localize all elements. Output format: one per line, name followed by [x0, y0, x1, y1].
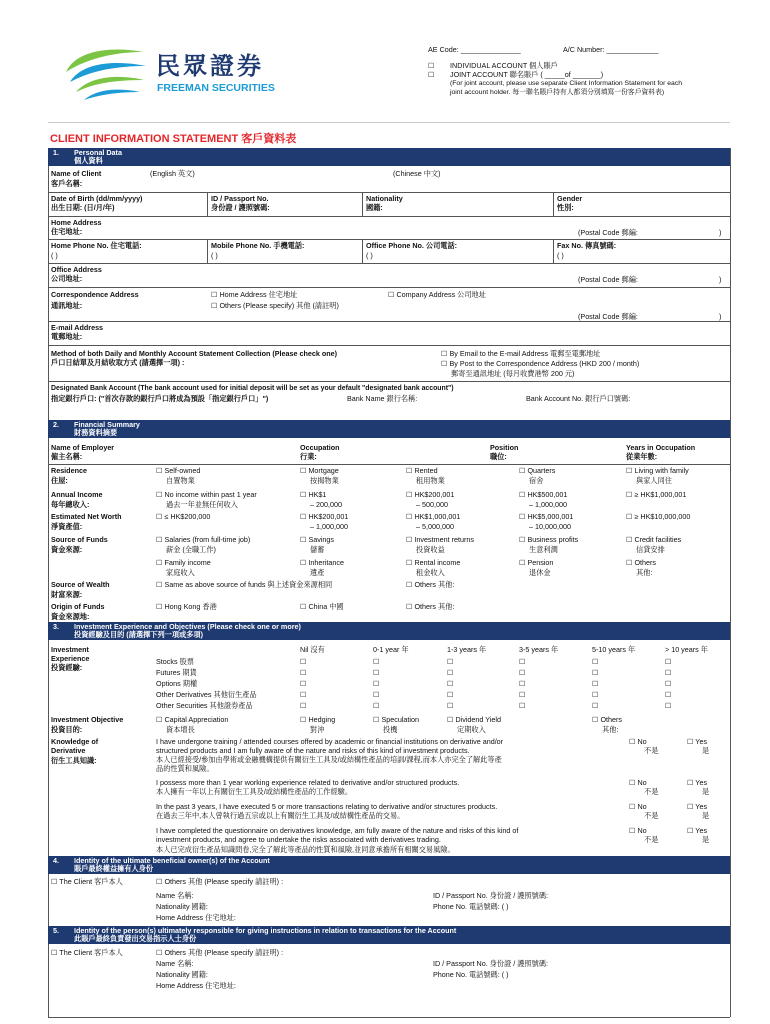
fund-inheritance-zh: 遺產: [310, 568, 325, 577]
corr-home-option[interactable]: ☐ Home Address 住宅地址: [211, 290, 298, 299]
knowledge-label: Knowledge of: [51, 737, 99, 746]
fund-savings[interactable]: ☐ Savings: [300, 535, 335, 544]
id-label: ID / Passport No.: [211, 194, 269, 203]
corr-company-option[interactable]: ☐ Company Address 公司地址: [388, 290, 486, 299]
english-label: (English 英文): [150, 169, 195, 178]
obj-hedging[interactable]: ☐ Hedging: [300, 715, 336, 724]
fax-label: Fax No. 傳真號碼:: [557, 241, 617, 250]
inc-4[interactable]: ☐ ≥ HK$1,000,001: [626, 490, 687, 499]
income-zh: 每年總收入:: [51, 500, 90, 509]
fund-savings-zh: 儲蓄: [310, 545, 325, 554]
k1-no-zh: 不是: [644, 746, 659, 755]
exp-checkbox-r1-c3[interactable]: ☐: [519, 668, 526, 677]
objective-zh: 投資目的:: [51, 725, 83, 734]
by-post-zh: 郵寄至通訊地址 (每月收費港幣 200 元): [451, 369, 575, 378]
sec5-phone-label: Phone No. 電話號碼: ( ): [433, 970, 509, 979]
section-2-header: [48, 420, 730, 438]
bank-label: Designated Bank Account (The bank account used for initial deposit will be set as your default "designated bank account"): [51, 385, 454, 392]
id-zh: 身份證 / 護照號碼:: [211, 203, 270, 212]
exp-checkbox-r1-c1[interactable]: ☐: [373, 668, 380, 677]
obj-others[interactable]: ☐ Others: [592, 715, 623, 724]
knowledge-4-line-3: 本人已完成衍生產品知識問卷,完全了解此等產品的性質和風險,並同意承擔所有相關交易風險。: [156, 845, 455, 854]
section-1-title-zh: 個人資料: [74, 156, 103, 165]
obj-others-zh: 其他:: [602, 725, 619, 734]
knowledge-2-line-1: I possess more than 1 year working experience related to derivative and/or structured products.: [156, 778, 460, 787]
exp-checkbox-r2-c3[interactable]: ☐: [519, 679, 526, 688]
origin-china-option[interactable]: ☐ China 中國: [300, 602, 344, 611]
sec4-others-option[interactable]: ☐ Others 其他 (Please specify 請註明) :: [156, 877, 284, 886]
k3-no-option[interactable]: ☐ No: [629, 802, 647, 811]
home-address-label: Home Address: [51, 218, 102, 227]
res-quarters-zh: 宿舍: [529, 476, 544, 485]
exp-checkbox-r0-c5[interactable]: ☐: [665, 657, 672, 666]
knowledge-3-line-1: In the past 3 years, I have executed 5 or more transactions relating to derivative and/or structures products.: [156, 802, 498, 811]
home-postal-close: ): [719, 228, 722, 237]
exp-col-5-10: 5-10 years 年: [592, 645, 636, 654]
exp-checkbox-r1-c5[interactable]: ☐: [665, 668, 672, 677]
fund-others[interactable]: ☐ Others: [626, 558, 657, 567]
exp-checkbox-r0-c2[interactable]: ☐: [447, 657, 454, 666]
knowledge-zh: 衍生工具知識:: [51, 756, 97, 765]
fax-paren: ( ): [557, 251, 564, 260]
res-self-owned-zh: 自置物業: [166, 476, 195, 485]
exp-checkbox-r4-c3[interactable]: ☐: [519, 701, 526, 710]
section-5-num: 5.: [53, 926, 59, 935]
sec5-nationality-label: Nationality 國籍:: [156, 970, 208, 979]
k3-yes-zh: 是: [702, 811, 710, 820]
email-label: E-mail Address: [51, 323, 104, 332]
k4-yes-zh: 是: [702, 835, 710, 844]
occupation-zh: 行業:: [300, 452, 317, 461]
exp-col-10plus: > 10 years 年: [665, 645, 708, 654]
sec4-home-label: Home Address 住宅地址:: [156, 913, 236, 922]
by-email-option[interactable]: ☐ By Email to the E-mail Address 電郵至電郵地址: [441, 349, 601, 358]
name-client-zh: 客戶名稱:: [51, 179, 83, 188]
section-4-header: [48, 856, 730, 874]
exp-checkbox-r2-c1[interactable]: ☐: [373, 679, 380, 688]
exp-row-options: Options 期權: [156, 679, 198, 688]
nw-3-range: – 5,000,000: [416, 522, 454, 531]
nw-5[interactable]: ☐ ≥ HK$10,000,000: [626, 512, 691, 521]
res-family-zh: 與家人同住: [636, 476, 672, 485]
k2-yes-zh: 是: [702, 787, 710, 796]
fund-pension-zh: 退休金: [529, 568, 551, 577]
mobile-phone-paren: ( ): [211, 251, 218, 260]
nw-3[interactable]: ☐ HK$1,000,001: [406, 512, 461, 521]
knowledge-1-line-4: 品的性質和風險。: [156, 764, 214, 773]
obj-capital-zh: 資本增長: [166, 725, 195, 734]
section-2-title: Financial Summary: [74, 420, 140, 429]
nationality-zh: 國籍:: [366, 203, 383, 212]
corr-postal-close: ): [719, 312, 722, 321]
logo: [56, 42, 152, 106]
exp-checkbox-r1-c0[interactable]: ☐: [300, 668, 307, 677]
obj-hedging-zh: 對沖: [310, 725, 325, 734]
exp-checkbox-r3-c1[interactable]: ☐: [373, 690, 380, 699]
checkbox-individual[interactable]: ☐: [428, 61, 435, 70]
origin-others-option[interactable]: ☐ Others 其他:: [406, 602, 455, 611]
income-label: Annual Income: [51, 490, 103, 499]
position-zh: 職位:: [490, 452, 507, 461]
logo-mark-icon: [56, 42, 152, 106]
residence-zh: 住屋:: [51, 476, 68, 485]
exp-checkbox-r2-c2[interactable]: ☐: [447, 679, 454, 688]
res-family[interactable]: ☐ Living with family: [626, 466, 689, 475]
fund-pension[interactable]: ☐ Pension: [519, 558, 554, 567]
knowledge-2-line-2: 本人擁有一年以上有關衍生工具及/或結構性產品的工作經驗。: [156, 787, 353, 796]
section-1-header: [48, 148, 730, 166]
experience-zh: 投資經驗:: [51, 663, 83, 672]
section-3-title: Investment Experience and Objectives (Please check one or more): [74, 622, 301, 631]
ac-number[interactable]: A/C Number: _____________: [563, 45, 659, 54]
k2-no-zh: 不是: [644, 787, 659, 796]
section-3-header: [48, 622, 730, 640]
exp-checkbox-r4-c5[interactable]: ☐: [665, 701, 672, 710]
statement-method-zh: 戶口日結單及月結收取方式 (請選擇一項) :: [51, 358, 185, 367]
fund-salaries-zh: 薪金 (全職工作): [166, 545, 216, 554]
knowledge-1-line-2: structured products and I am fully aware of the nature and risks of this kind of investment products.: [156, 746, 470, 755]
section-4-title: Identity of the ultimate beneficial owner(s) of the Account: [74, 856, 270, 865]
k4-no-option[interactable]: ☐ No: [629, 826, 647, 835]
knowledge-4-line-2: investment products, and agree to undertake the risks associated with derivatives trading.: [156, 835, 441, 844]
obj-speculation[interactable]: ☐ Speculation: [373, 715, 420, 724]
knowledge-1-line-3: 本人已經接受/參加由學術或金融機構提供有關衍生工具及/或結構性產品的培訓/課程,而本人亦完全了解此等產: [156, 755, 502, 764]
exp-checkbox-r4-c0[interactable]: ☐: [300, 701, 307, 710]
origin-label: Origin of Funds: [51, 602, 105, 611]
exp-col-1-3: 1-3 years 年: [447, 645, 487, 654]
k1-yes-zh: 是: [702, 746, 710, 755]
sec4-client-option[interactable]: ☐ The Client 客戶本人: [51, 877, 123, 886]
obj-dividend-zh: 定期收入: [457, 725, 486, 734]
corr-address-label: Correspondence Address: [51, 290, 139, 299]
exp-col-nil: Nil 沒有: [300, 645, 325, 654]
page-title: CLIENT INFORMATION STATEMENT 客戶資料表: [50, 133, 297, 145]
fund-family-zh: 家庭收入: [166, 568, 195, 577]
fund-inheritance[interactable]: ☐ Inheritance: [300, 558, 345, 567]
employer-zh: 僱主名稱:: [51, 452, 83, 461]
objective-label: Investment Objective: [51, 715, 124, 724]
funds-label: Source of Funds: [51, 535, 108, 544]
nw-2[interactable]: ☐ HK$200,001: [300, 512, 349, 521]
exp-row-securities: Other Securities 其他證券產品: [156, 701, 253, 710]
brand-name-zh: 民眾證券: [156, 53, 264, 80]
k4-no-zh: 不是: [644, 835, 659, 844]
gender-label: Gender: [557, 194, 583, 203]
frame-bottom: [48, 1017, 730, 1018]
bank-zh: 指定銀行戶口: ("首次存款的銀行戶口將成為預設「指定銀行戶口」"): [51, 394, 269, 403]
office-address-zh: 公司地址:: [51, 274, 83, 283]
exp-checkbox-r4-c1[interactable]: ☐: [373, 701, 380, 710]
joint-account-label: JOINT ACCOUNT 聯名賬戶 ( _____of _______): [450, 70, 604, 79]
dob-label: Date of Birth (dd/mm/yyyy): [51, 194, 143, 203]
inc-1-range: – 200,000: [310, 500, 342, 509]
home-address-zh: 住宅地址:: [51, 227, 83, 236]
exp-checkbox-r2-c0[interactable]: ☐: [300, 679, 307, 688]
chinese-label: (Chinese 中文): [393, 169, 441, 178]
obj-speculation-zh: 投機: [383, 725, 398, 734]
inc-none-zh: 過去一年並無任何收入: [166, 500, 238, 509]
exp-checkbox-r3-c0[interactable]: ☐: [300, 690, 307, 699]
sec4-phone-label: Phone No. 電話號碼: ( ): [433, 902, 509, 911]
sec4-nationality-label: Nationality 國籍:: [156, 902, 208, 911]
dob-zh: 出生日期: (日/月/年): [51, 203, 115, 212]
exp-checkbox-r4-c4[interactable]: ☐: [592, 701, 599, 710]
k2-no-option[interactable]: ☐ No: [629, 778, 647, 787]
section-4-num: 4.: [53, 856, 59, 865]
home-phone-label: Home Phone No. 住宅電話:: [51, 241, 142, 250]
nationality-label: Nationality: [366, 194, 403, 203]
exp-checkbox-r0-c3[interactable]: ☐: [519, 657, 526, 666]
inc-1[interactable]: ☐ HK$1: [300, 490, 327, 499]
brand-name-en: FREEMAN SECURITIES: [157, 82, 275, 94]
section-3-title-zh: 投資經驗及目的 (請選擇下列一項或多項): [74, 630, 203, 639]
checkbox-joint[interactable]: ☐: [428, 70, 435, 79]
inc-2[interactable]: ☐ HK$200,001: [406, 490, 455, 499]
exp-checkbox-r0-c0[interactable]: ☐: [300, 657, 307, 666]
k4-yes-option[interactable]: ☐ Yes: [687, 826, 708, 835]
occupation-label: Occupation: [300, 443, 340, 452]
section-1-num: 1.: [53, 148, 59, 157]
exp-checkbox-r3-c5[interactable]: ☐: [665, 690, 672, 699]
res-quarters[interactable]: ☐ Quarters: [519, 466, 556, 475]
section-2-num: 2.: [53, 420, 59, 429]
knowledge-4-line-1: I have completed the questionnaire on derivatives knowledge, am fully aware of the nature and risks of this kind of: [156, 826, 519, 835]
section-4-title-zh: 賬戶最終權益擁有人身份: [74, 864, 154, 873]
inc-3-range: – 1,000,000: [529, 500, 567, 509]
sec5-home-label: Home Address 住宅地址:: [156, 981, 236, 990]
section-5-header: [48, 926, 730, 944]
frame-right: [730, 148, 731, 1017]
statement-method-label: Method of both Daily and Monthly Account Statement Collection (Please check one): [51, 349, 338, 358]
wealth-same-option[interactable]: ☐ Same as above source of funds 與上述資金來源相同: [156, 580, 333, 589]
exp-checkbox-r3-c4[interactable]: ☐: [592, 690, 599, 699]
k2-yes-option[interactable]: ☐ Yes: [687, 778, 708, 787]
mobile-phone-label: Mobile Phone No. 手機電話:: [211, 241, 305, 250]
k3-no-zh: 不是: [644, 811, 659, 820]
knowledge-3-line-2: 在過去三年中,本人曾執行過五宗或以上有關衍生工具及/或結構性產品的交易。: [156, 811, 405, 820]
k1-yes-option[interactable]: ☐ Yes: [687, 737, 708, 746]
obj-dividend[interactable]: ☐ Dividend Yield: [447, 715, 501, 724]
name-client-label: Name of Client: [51, 169, 102, 178]
inc-3[interactable]: ☐ HK$500,001: [519, 490, 568, 499]
origin-zh: 資金來源地:: [51, 612, 90, 621]
ae-code[interactable]: AE Code: _______________: [428, 45, 521, 54]
nw-4[interactable]: ☐ HK$5,000,001: [519, 512, 574, 521]
bank-account-label: Bank Account No. 銀行戶口號碼:: [526, 394, 631, 403]
sec4-id-label: ID / Passport No. 身份證 / 護照號碼:: [433, 891, 549, 900]
exp-col-0-1: 0-1 year 年: [373, 645, 409, 654]
origin-hk-option[interactable]: ☐ Hong Kong 香港: [156, 602, 217, 611]
sec4-name-label: Name 名稱:: [156, 891, 194, 900]
exp-checkbox-r4-c2[interactable]: ☐: [447, 701, 454, 710]
res-rented-zh: 租用物業: [416, 476, 445, 485]
networth-label: Estimated Net Worth: [51, 512, 122, 521]
sec5-client-option[interactable]: ☐ The Client 客戶本人: [51, 948, 123, 957]
sec5-others-option[interactable]: ☐ Others 其他 (Please specify 請註明) :: [156, 948, 284, 957]
corr-postal: (Postal Code 郵編:: [578, 312, 638, 321]
exp-checkbox-r0-c4[interactable]: ☐: [592, 657, 599, 666]
title-divider: [48, 122, 730, 123]
nw-1[interactable]: ☐ ≤ HK$200,000: [156, 512, 211, 521]
office-postal: (Postal Code 郵編:: [578, 275, 638, 284]
fund-salaries[interactable]: ☐ Salaries (from full-time job): [156, 535, 251, 544]
experience-label: Investment: [51, 645, 89, 654]
section-5-title: Identity of the person(s) ultimately responsible for giving instructions in relation to transactions for the Account: [74, 926, 457, 935]
nw-2-range: – 1,000,000: [310, 522, 348, 531]
years-zh: 從業年數:: [626, 452, 658, 461]
section-3-num: 3.: [53, 622, 59, 631]
obj-capital[interactable]: ☐ Capital Appreciation: [156, 715, 229, 724]
home-phone-paren: ( ): [51, 251, 58, 260]
office-address-label: Office Address: [51, 265, 102, 274]
exp-checkbox-r0-c1[interactable]: ☐: [373, 657, 380, 666]
gender-zh: 性別:: [557, 203, 574, 212]
exp-row-futures: Futures 期貨: [156, 668, 197, 677]
knowledge-label-2: Derivative: [51, 746, 86, 755]
bank-name-label: Bank Name 銀行名稱:: [347, 394, 418, 403]
nw-4-range: – 10,000,000: [529, 522, 571, 531]
k3-yes-option[interactable]: ☐ Yes: [687, 802, 708, 811]
frame-left: [48, 148, 49, 1017]
exp-col-3-5: 3-5 years 年: [519, 645, 559, 654]
exp-checkbox-r2-c5[interactable]: ☐: [665, 679, 672, 688]
fund-credit-zh: 信貸安排: [636, 545, 665, 554]
residence-label: Residence: [51, 466, 87, 475]
fund-business[interactable]: ☐ Business profits: [519, 535, 579, 544]
wealth-zh: 財富來源:: [51, 590, 83, 599]
office-phone-label: Office Phone No. 公司電話:: [366, 241, 458, 250]
experience-label-2: Experience: [51, 654, 90, 663]
exp-checkbox-r2-c4[interactable]: ☐: [592, 679, 599, 688]
k1-no-option[interactable]: ☐ No: [629, 737, 647, 746]
fund-investment[interactable]: ☐ Investment returns: [406, 535, 474, 544]
fund-rental-zh: 租金收入: [416, 568, 445, 577]
funds-zh: 資金來源:: [51, 545, 83, 554]
fund-business-zh: 生意利潤: [529, 545, 558, 554]
individual-account-label: INDIVIDUAL ACCOUNT 個人賬戶: [450, 61, 558, 70]
sec5-name-label: Name 名稱:: [156, 959, 194, 968]
section-1-title: Personal Data: [74, 148, 122, 157]
section-5-title-zh: 此賬戶最終負責發出交易指示人士身份: [74, 934, 197, 943]
office-phone-paren: ( ): [366, 251, 373, 260]
fund-credit[interactable]: ☐ Credit facilities: [626, 535, 682, 544]
fund-others-zh: 其他:: [636, 568, 653, 577]
position-label: Position: [490, 443, 519, 452]
office-postal-close: ): [719, 275, 722, 284]
by-post-option[interactable]: ☐ By Post to the Correspondence Address (HKD 200 / month): [441, 359, 640, 368]
section-2-title-zh: 財務資料摘要: [74, 428, 118, 437]
employer-label: Name of Employer: [51, 443, 115, 452]
joint-note-zh: joint account holder. 每一聯名賬戶持有人都須分別填寫一份客戶資料表): [450, 89, 665, 96]
exp-checkbox-r3-c3[interactable]: ☐: [519, 690, 526, 699]
exp-row-derivatives: Other Derivatives 其他衍生產品: [156, 690, 257, 699]
exp-checkbox-r3-c2[interactable]: ☐: [447, 690, 454, 699]
fund-family[interactable]: ☐ Family income: [156, 558, 211, 567]
res-rented[interactable]: ☐ Rented: [406, 466, 438, 475]
joint-note: (For joint account, please use separate Client Information Statement for each: [450, 80, 682, 87]
corr-address-zh: 通訊地址:: [51, 301, 83, 310]
res-mortgage-zh: 按揭物業: [310, 476, 339, 485]
knowledge-1-line-1: I have undergone training / attended courses offered by academic or financial institutions on derivative and/or: [156, 737, 504, 746]
wealth-label: Source of Wealth: [51, 580, 110, 589]
sec5-id-label: ID / Passport No. 身份證 / 護照號碼:: [433, 959, 549, 968]
fund-investment-zh: 投資收益: [416, 545, 445, 554]
exp-checkbox-r1-c4[interactable]: ☐: [592, 668, 599, 677]
inc-2-range: – 500,000: [416, 500, 448, 509]
exp-checkbox-r1-c2[interactable]: ☐: [447, 668, 454, 677]
corr-others-option[interactable]: ☐ Others (Please specify) 其他 (請註明): [211, 301, 339, 310]
networth-zh: 淨資產值:: [51, 522, 83, 531]
wealth-others-option[interactable]: ☐ Others 其他:: [406, 580, 455, 589]
home-postal: (Postal Code 郵編:: [578, 228, 638, 237]
exp-row-stocks: Stocks 股票: [156, 657, 194, 666]
fund-rental[interactable]: ☐ Rental income: [406, 558, 461, 567]
years-label: Years in Occupation: [626, 443, 696, 452]
res-mortgage[interactable]: ☐ Mortgage: [300, 466, 339, 475]
email-zh: 電郵地址:: [51, 332, 83, 341]
res-self-owned[interactable]: ☐ Self-owned: [156, 466, 201, 475]
inc-none[interactable]: ☐ No income within past 1 year: [156, 490, 257, 499]
